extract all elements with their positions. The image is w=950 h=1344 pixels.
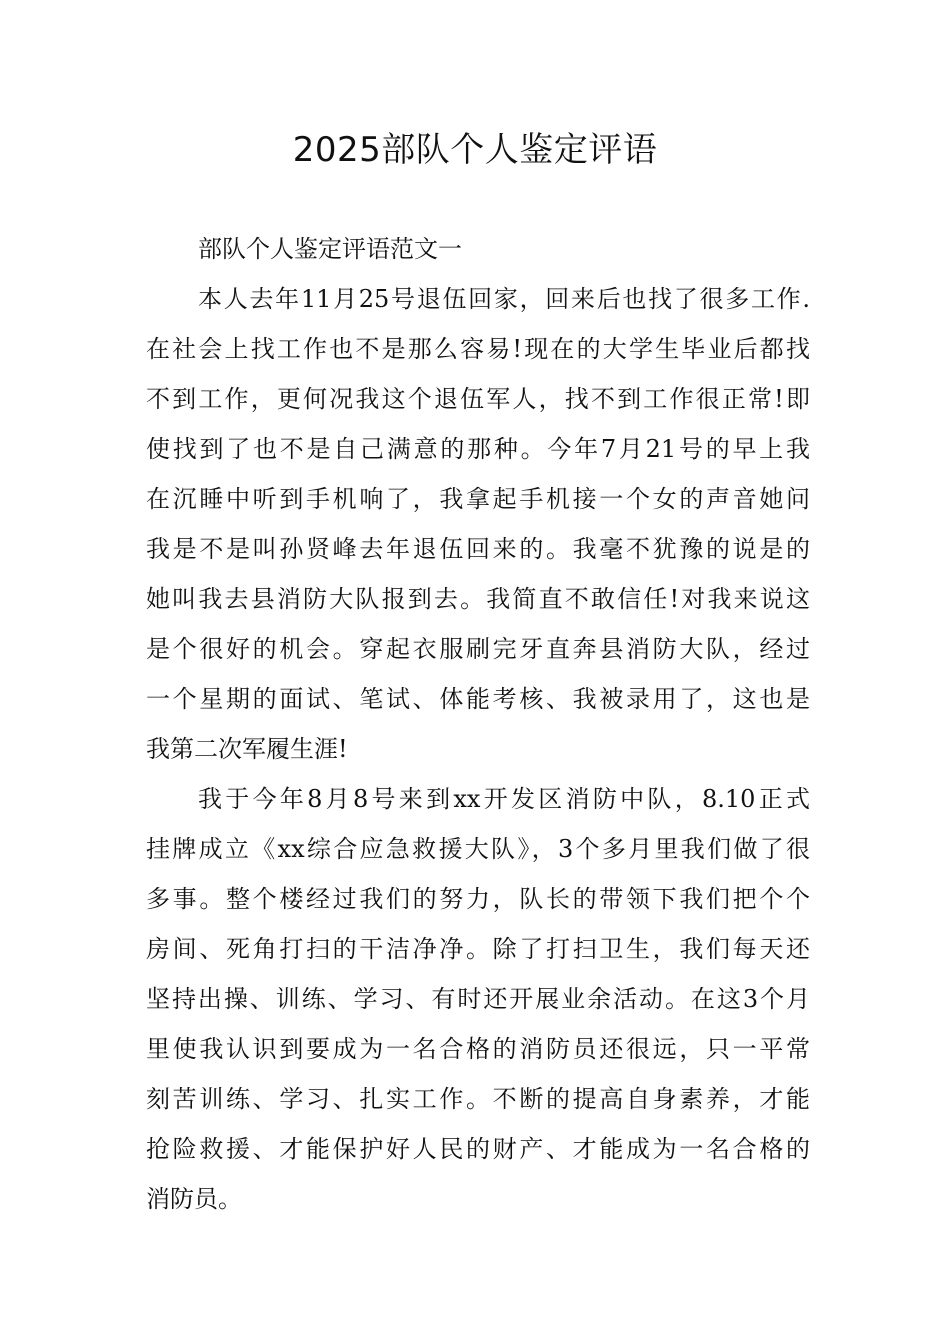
paragraph-line: 刻苦训练、学习、扎实工作。不断的提高自身素养，才能 (146, 1085, 810, 1113)
paragraph-line: 在社会上找工作也不是那么容易!现在的大学生毕业后都找 (146, 335, 810, 363)
paragraph-line: 多事。整个楼经过我们的努力，队长的带领下我们把个个 (146, 885, 810, 913)
paragraph-line: 在沉睡中听到手机响了，我拿起手机接一个女的声音她问 (146, 485, 810, 513)
paragraph-line: 消防员。 (146, 1185, 242, 1213)
paragraph-line: 挂牌成立《xx综合应急救援大队》，3个多月里我们做了很 (146, 835, 810, 863)
section-subheading: 部队个人鉴定评语范文一 (198, 235, 462, 263)
paragraph-line: 使找到了也不是自己满意的那种。今年7月21号的早上我 (146, 435, 810, 463)
paragraph-line: 房间、死角打扫的干洁净净。除了打扫卫生，我们每天还 (146, 935, 810, 963)
paragraph-line: 我是不是叫孙贤峰去年退伍回来的。我毫不犹豫的说是的 (146, 535, 810, 563)
paragraph-line: 一个星期的面试、笔试、体能考核、我被录用了，这也是 (146, 685, 810, 713)
paragraph-line: 坚持出操、训练、学习、有时还开展业余活动。在这3个月 (146, 985, 810, 1013)
paragraph-line: 里使我认识到要成为一名合格的消防员还很远，只一平常 (146, 1035, 810, 1063)
paragraph-line: 她叫我去县消防大队报到去。我简直不敢信任!对我来说这 (146, 585, 810, 613)
paragraph-line: 是个很好的机会。穿起衣服刷完牙直奔县消防大队，经过 (146, 635, 810, 663)
paragraph-line: 我于今年8月8号来到xx开发区消防中队，8.10正式 (198, 785, 810, 813)
paragraph-line: 不到工作，更何况我这个退伍军人，找不到工作很正常!即 (146, 385, 810, 413)
paragraph-line: 抢险救援、才能保护好人民的财产、才能成为一名合格的 (146, 1135, 810, 1163)
paragraph-line: 我第二次军履生涯! (146, 735, 348, 763)
paragraph-line: 本人去年11月25号退伍回家，回来后也找了很多工作. (198, 285, 810, 313)
document-body (146, 224, 810, 1224)
page-title: 2025部队个人鉴定评语 (292, 130, 658, 170)
